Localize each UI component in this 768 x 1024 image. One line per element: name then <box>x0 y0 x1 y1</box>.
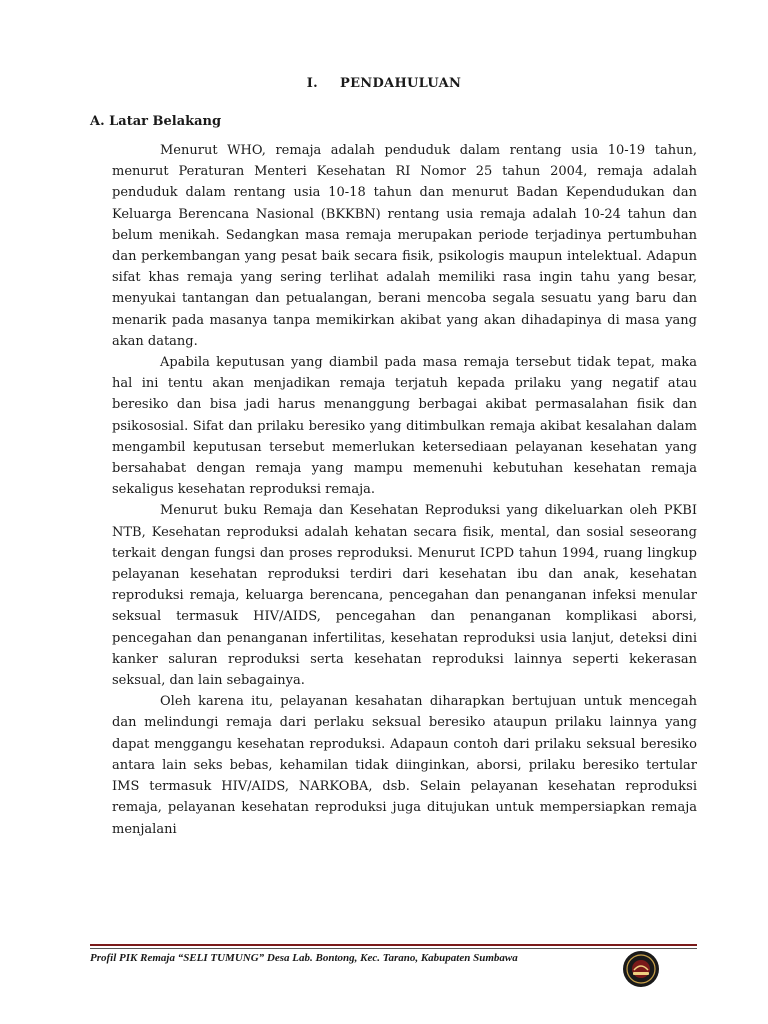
footer-rule-thin <box>90 948 697 949</box>
footer-text: Profil PIK Remaja “SELI TUMUNG” Desa Lab. Bontong, Kec. Tarano, Kabupaten Sumbawa <box>90 952 518 964</box>
paragraph: Menurut WHO, remaja adalah penduduk dalam rentang usia 10-19 tahun, menurut Peraturan Menteri Kesehatan RI Nomor 25 tahun 2004, remaja adalah penduduk dalam rentang usia 10-18 tahun dan menurut Badan Kependudukan dan Keluarga Berencana Nasional (BKKBN) rentang usia remaja adalah 10-24 tahun dan belum menikah. Sedangkan masa remaja merupakan periode terjadinya pertumbuhan dan perkembangan yang pesat baik secara fisik, psikologis maupun intelektual. Adapun sifat khas remaja yang sering terlihat adalah memiliki rasa ingin tahu yang besar, menyukai tantangan dan petualangan, berani mencoba segala sesuatu yang baru dan menarik pada masanya tanpa memikirkan akibat yang akan dihadapinya di masa yang akan datang. <box>112 143 697 349</box>
paragraph: Menurut buku Remaja dan Kesehatan Reproduksi yang dikeluarkan oleh PKBI NTB, Kesehatan reproduksi adalah kehatan secara fisik, mental, dan sosial seseorang terkait dengan fungsi dan proses reproduksi. Menurut ICPD tahun 1994, ruang lingkup pelayanan kesehatan reproduksi terdiri dari kesehatan ibu dan anak, kesehatan reproduksi remaja, keluarga berencana, pencegahan dan penanganan infeksi menular seksual termasuk HIV/AIDS, pencegahan dan penanganan komplikasi aborsi, pencegahan dan penanganan infertilitas, kesehatan reproduksi usia lanjut, deteksi dini kanker saluran reproduksi serta kesehatan reproduksi lainnya seperti kekerasan seksual, dan lain sebagainya. <box>112 503 697 689</box>
chapter-title-text: PENDAHULUAN <box>340 76 462 91</box>
section-heading: A. Latar Belakang <box>90 114 222 129</box>
body-text <box>112 140 697 840</box>
seli-tumung-logo-icon <box>622 950 660 988</box>
footer-rule <box>90 944 697 946</box>
paragraph: Oleh karena itu, pelayanan kesahatan diharapkan bertujuan untuk mencegah dan melindungi remaja dari perlaku seksual beresiko ataupun prilaku lainnya yang dapat menggangu kesehatan reproduksi. Adapaun contoh dari prilaku seksual beresiko antara lain seks bebas, kehamilan tidak diinginkan, aborsi, prilaku beresiko tertular IMS termasuk HIV/AIDS, NARKOBA, dsb. Selain pelayanan kesehatan reproduksi remaja, pelayanan kesehatan reproduksi juga ditujukan untuk mempersiapkan remaja menjalani <box>112 694 697 837</box>
paragraph: Apabila keputusan yang diambil pada masa remaja tersebut tidak tepat, maka hal ini tentu akan menjadikan remaja terjatuh kepada prilaku yang negatif atau beresiko dan bisa jadi harus menanggung berbagai akibat permasalahan fisik dan psikososial. Sifat dan prilaku beresiko yang ditimbulkan remaja akibat kesalahan dalam mengambil keputusan tersebut memerlukan ketersediaan pelayanan kesehatan yang bersahabat dengan remaja yang mampu memenuhi kebutuhan kesehatan remaja sekaligus kesehatan reproduksi remaja. <box>112 355 697 498</box>
chapter-title <box>0 76 768 91</box>
chapter-number: I. <box>306 76 319 91</box>
